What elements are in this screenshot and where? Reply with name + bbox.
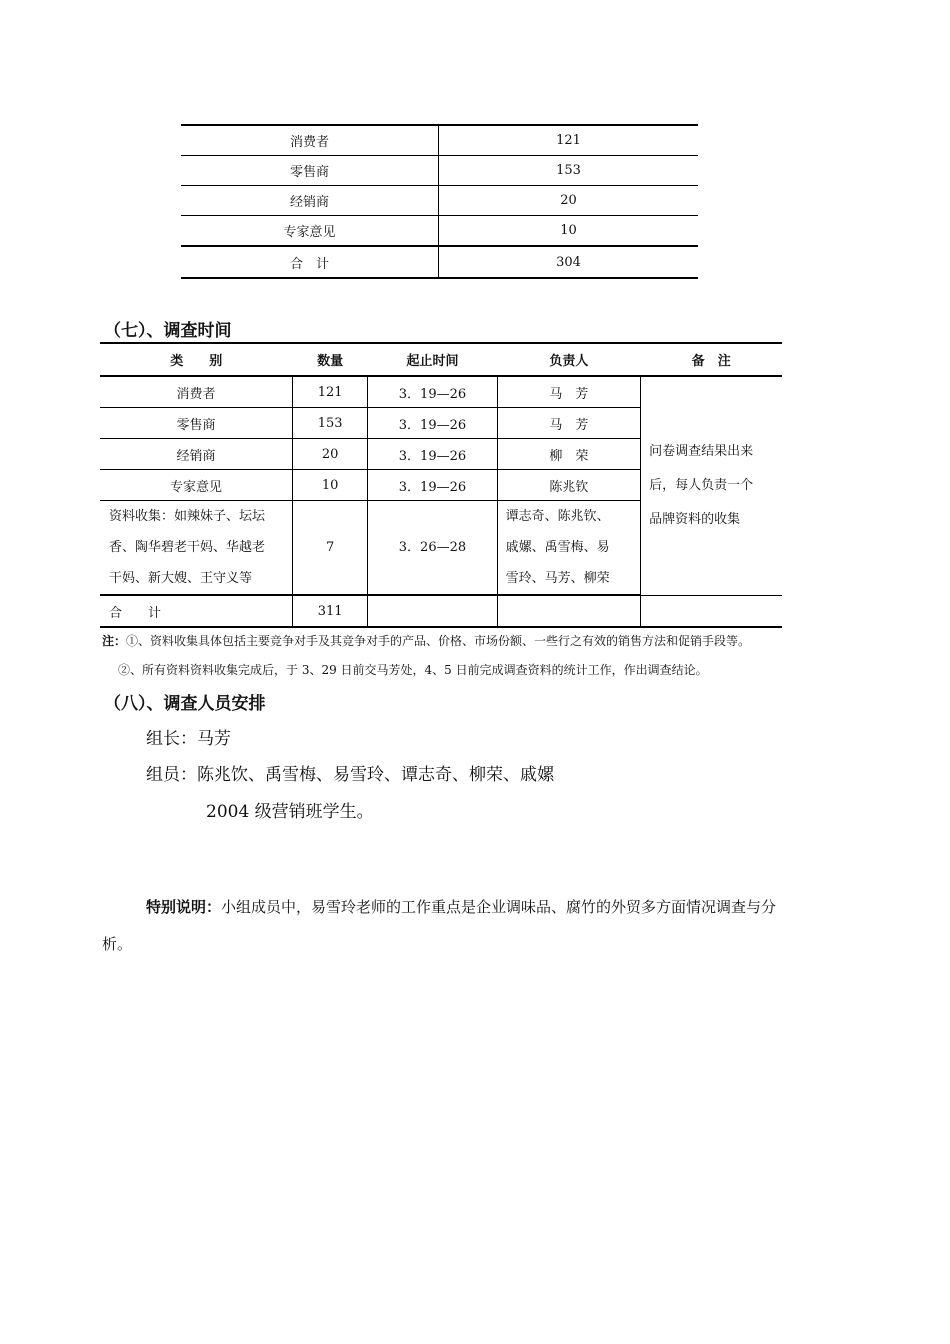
remark-line: 后，每人负责一个 — [649, 477, 754, 493]
category-line: 干妈、新大嫂、王守义等 — [109, 571, 253, 586]
total-label: 合 计 — [181, 246, 439, 278]
category-line: 香、陶华碧老干妈、华越老 — [109, 540, 266, 555]
total-responsible — [497, 595, 640, 627]
responsible-cell: 马 芳 — [497, 408, 640, 439]
table-row — [181, 186, 698, 216]
count-cell: 121 — [293, 376, 368, 408]
table-row — [181, 216, 698, 247]
table-row — [181, 156, 698, 186]
special-label: 特别说明： — [146, 898, 222, 916]
table-row — [100, 376, 782, 408]
note-label: 注： — [102, 634, 127, 648]
responsible-line: 雪玲、马芳、柳荣 — [505, 571, 610, 586]
category-cell — [100, 501, 293, 596]
total-label: 合 计 — [100, 595, 293, 627]
period-cell: 3．26—28 — [368, 501, 497, 596]
header-category: 类 别 — [100, 343, 293, 376]
total-remark — [641, 595, 782, 627]
responsible-cell: 陈兆钦 — [497, 470, 640, 501]
section-8-heading: （八）、调查人员安排 — [104, 694, 266, 714]
remark-line: 品牌资料的收集 — [649, 511, 741, 527]
category-line: 资料收集：如辣妹子、坛坛 — [109, 509, 266, 524]
count-cell: 20 — [439, 186, 699, 216]
responsible-line: 戚嫘、禹雪梅、易 — [505, 540, 610, 555]
category-cell: 经销商 — [100, 439, 293, 470]
note-text-1: ①、资料收集具体包括主要竞争对手及其竞争对手的产品、价格、市场份额、一些行之有效的销售方法和促销手段等。 — [126, 634, 751, 648]
members-line: 组员：陈兆饮、禹雪梅、易雪玲、谭志奇、柳荣、戚嫘 — [146, 765, 554, 785]
count-cell: 153 — [293, 408, 368, 439]
header-count: 数量 — [293, 343, 368, 376]
period-cell: 3．19—26 — [368, 408, 497, 439]
count-cell: 121 — [439, 125, 699, 156]
period-cell: 3．19—26 — [368, 376, 497, 408]
total-row — [100, 595, 782, 627]
count-cell: 20 — [293, 439, 368, 470]
period-cell: 3．19—26 — [368, 439, 497, 470]
header-remark: 备 注 — [641, 343, 782, 376]
header-row — [100, 343, 782, 376]
total-row — [181, 246, 698, 278]
special-text: 小组成员中，易雪玲老师的工作重点是企业调味品、腐竹的外贸多方面情况调查与分 — [221, 898, 777, 916]
section-7-heading: （七）、调查时间 — [104, 321, 232, 341]
responsible-cell — [497, 501, 640, 596]
category-cell: 零售商 — [100, 408, 293, 439]
students-line: 2004 级营销班学生。 — [206, 802, 374, 822]
responsible-cell: 柳 荣 — [497, 439, 640, 470]
category-cell: 专家意见 — [181, 216, 439, 247]
count-cell: 10 — [439, 216, 699, 247]
header-period: 起止时间 — [368, 343, 497, 376]
responsible-line: 谭志奇、陈兆钦、 — [505, 509, 610, 524]
total-count: 304 — [439, 246, 699, 278]
table-row — [181, 125, 698, 156]
category-cell: 消费者 — [100, 376, 293, 408]
category-cell: 消费者 — [181, 125, 439, 156]
category-cell: 专家意见 — [100, 470, 293, 501]
period-cell: 3．19—26 — [368, 470, 497, 501]
summary-table — [181, 124, 698, 279]
category-cell: 零售商 — [181, 156, 439, 186]
total-count: 311 — [293, 595, 368, 627]
count-cell: 153 — [439, 156, 699, 186]
special-text-end: 析。 — [102, 935, 133, 953]
count-cell: 7 — [293, 501, 368, 596]
special-note — [146, 896, 776, 917]
leader-line: 组长：马芳 — [146, 729, 231, 749]
note-line-2: ②、所有资料资料收集完成后，于 3、29 日前交马芳处，4、5 日前完成调查资料的统计工作，作出调查结论。 — [118, 663, 708, 677]
header-responsible: 负责人 — [497, 343, 640, 376]
note-line-1 — [102, 632, 932, 649]
schedule-table — [100, 342, 782, 628]
count-cell: 10 — [293, 470, 368, 501]
responsible-cell: 马 芳 — [497, 376, 640, 408]
category-cell: 经销商 — [181, 186, 439, 216]
remark-cell — [641, 376, 782, 595]
remark-line: 问卷调查结果出来 — [649, 443, 754, 459]
total-period — [368, 595, 497, 627]
